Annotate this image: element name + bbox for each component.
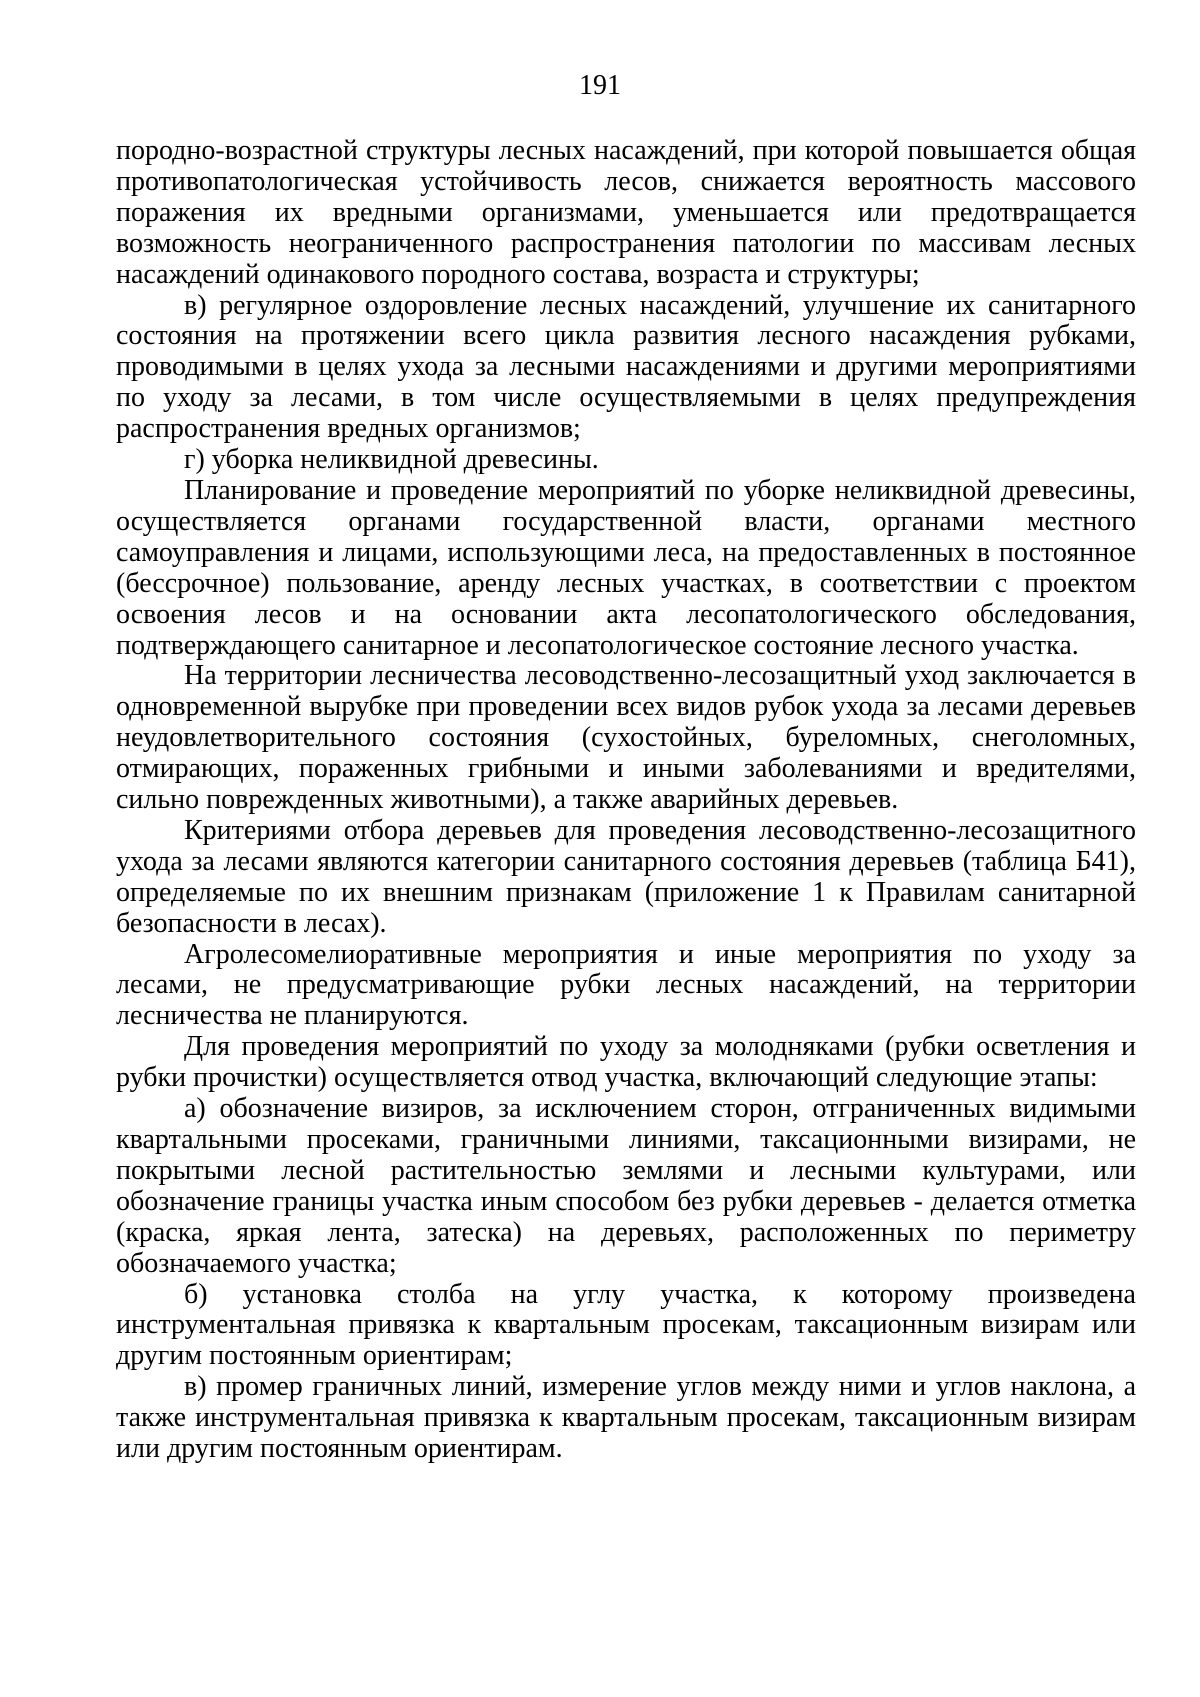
paragraph-continued: породно-возрастной структуры лесных насаждений, при которой повышается общая противопатологическая устойчивость лесов, снижается вероятность массового поражения их вредными организмами, уменьшается или предотвращается возможность неограниченного распространения патологии по массивам лесных насаждений одинакового породного состава, возраста и структуры;	[116, 135, 1136, 290]
paragraph-item-g: г) уборка неликвидной древесины.	[184, 444, 599, 476]
paragraph-agroforestry: Агролесомелиоративные мероприятия и иные мероприятия по уходу за лесами, не предусматривающие рубки лесных насаждений, на территории лесничества не планируются.	[116, 938, 1136, 1032]
body-text	[116, 136, 1136, 1465]
paragraph-step-v: в) промер граничных линий, измерение углов между ними и углов наклона, а также инструментальная привязка к квартальным просекам, таксационным визирам или другим постоянным ориентирам.	[116, 1371, 1136, 1465]
paragraph-allotment-intro: Для проведения мероприятий по уходу за молодняками (рубки осветления и рубки прочистки) осуществляется отвод участка, включающий следующие этапы:	[116, 1031, 1136, 1094]
page-number: 191	[579, 70, 621, 101]
paragraph-step-a: а) обозначение визиров, за исключением сторон, отграниченных видимыми квартальными просеками, граничными линиями, таксационными визирами, не покрытыми лесной растительностью землями и лесными культурами, или обозначение границы участка иным способом без рубки деревьев - делается отметка (краска, яркая лента, затеска) на деревьях, расположенных по периметру обозначаемого участка;	[116, 1093, 1136, 1279]
paragraph-criteria: Критериями отбора деревьев для проведения лесоводственно-лесозащитного ухода за лесами являются категории санитарного состояния деревьев (таблица Б41), определяемые по их внешним признакам (приложение 1 к Правилам санитарной безопасности в лесах).	[116, 814, 1136, 939]
paragraph-territory-care: На территории лесничества лесоводственно-лесозащитный уход заключается в одновременной вырубке при проведении всех видов рубок ухода за лесами деревьев неудовлетворительного состояния (сухостойных, буреломных, снеголомных, отмирающих, пораженных грибными и иными заболеваниями и вредителями, сильно поврежденных животными), а также аварийных деревьев.	[116, 660, 1136, 816]
paragraph-item-v: в) регулярное оздоровление лесных насаждений, улучшение их санитарного состояния на протяжении всего цикла развития лесного насаждения рубками, проводимыми в целях ухода за лесными насаждениями и другими мероприятиями по уходу за лесами, в том числе осуществляемыми в целях предупреждения распространения вредных организмов;	[116, 289, 1136, 445]
paragraph-planning: Планирование и проведение мероприятий по уборке неликвидной древесины, осуществляется органами государственной власти, органами местного самоуправления и лицами, использующими леса, на предоставленных в постоянное (бессрочное) пользование, аренду лесных участках, в соответствии с проектом освоения лесов и на основании акта лесопатологического обследования, подтверждающего санитарное и лесопатологическое состояние лесного участка.	[116, 474, 1136, 661]
paragraph-step-b: б) установка столба на углу участка, к которому произведена инструментальная привязка к квартальным просекам, таксационным визирам или другим постоянным ориентирам;	[116, 1278, 1136, 1372]
